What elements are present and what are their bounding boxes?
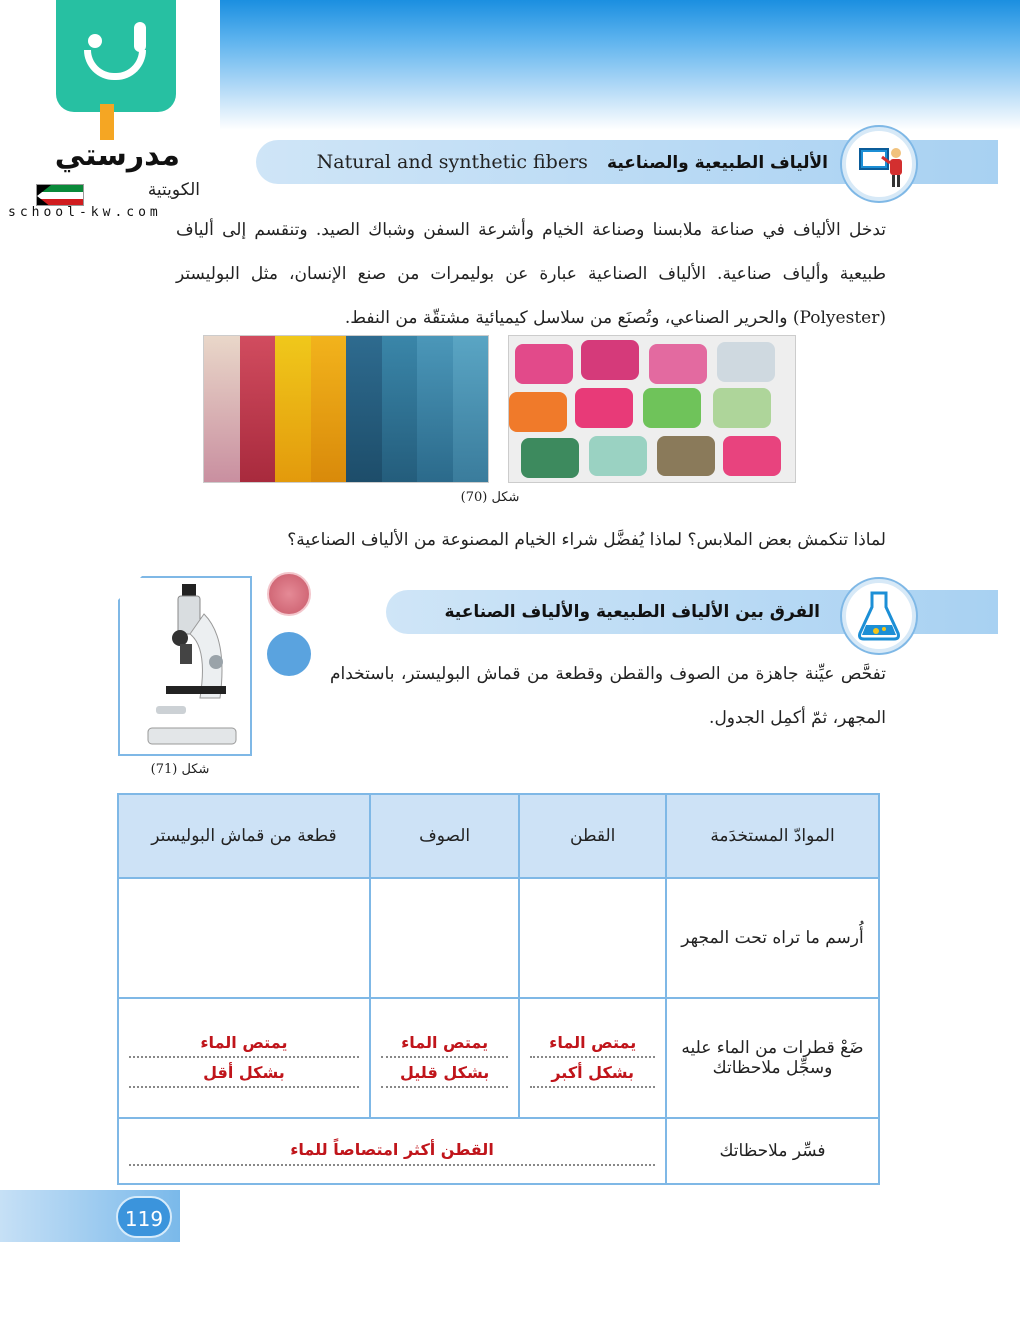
microscope-figure (118, 576, 252, 756)
section2-title: الفرق بين الألياف الطبيعية والألياف الصناعية (444, 602, 820, 622)
microscope-icon (120, 578, 250, 754)
header-band (220, 0, 1020, 130)
header-polyester: قطعة من قماش البوليستر (118, 794, 370, 878)
row-draw-label: أُرسم ما تراه تحت المجهر (666, 878, 879, 998)
obs-wool-line1: يمتص الماء (381, 1028, 509, 1058)
table-row-observe (118, 998, 879, 1118)
draw-cell-cotton[interactable] (519, 878, 666, 998)
logo-bookmark-icon (100, 104, 114, 140)
header-cotton: القطن (519, 794, 666, 878)
draw-cell-wool[interactable] (370, 878, 520, 998)
yarn-skeins-photo (203, 335, 489, 483)
figure-70-caption: شكل (70) (460, 490, 520, 505)
figure-71-caption: شكل (71) (150, 762, 210, 777)
obs-cell-polyester[interactable] (118, 998, 370, 1118)
logo-subtitle: الكويتية (147, 180, 200, 200)
logo-eye-icon (88, 34, 102, 48)
logo-eye-bar-icon (134, 22, 146, 52)
explain-answer: القطن أكثر امتصاصاً للماء (129, 1136, 655, 1166)
obs-polyester-line1: يمتص الماء (129, 1028, 359, 1058)
flask-icon (842, 579, 916, 653)
teacher-board-icon (842, 127, 916, 201)
obs-cell-wool[interactable] (370, 998, 520, 1118)
thread-spools-photo (508, 335, 796, 483)
obs-polyester-line2: بشكل أقل (129, 1058, 359, 1088)
row-explain-label: فسِّر ملاحظاتك (666, 1118, 879, 1184)
explain-cell[interactable] (118, 1118, 666, 1184)
obs-cell-cotton[interactable] (519, 998, 666, 1118)
obs-wool-line2: بشكل قليل (381, 1058, 509, 1088)
draw-cell-polyester[interactable] (118, 878, 370, 998)
table-row-draw (118, 878, 879, 998)
polyester-swatch (267, 632, 311, 676)
header-wool: الصوف (370, 794, 520, 878)
logo-title: مدرستي (54, 138, 180, 173)
row-observe-label: ضَعْ قطرات من الماء عليه وسجِّل ملاحظاتك (666, 998, 879, 1118)
instructions-paragraph: تفحَّص عيِّنة جاهزة من الصوف والقطن وقطعة من قماش البوليستر، باستخدام المجهر، ثمّ أكمِل الجدول. (330, 664, 886, 728)
header-materials: الموادّ المستخدَمة (666, 794, 879, 878)
section-title-ar: الألياف الطبيعية والصناعية (607, 153, 828, 173)
obs-cotton-line1: يمتص الماء (530, 1028, 655, 1058)
obs-cotton-line2: بشكل أكبر (530, 1058, 655, 1088)
question-text: لماذا تنكمش بعض الملابس؟ لماذا يُفضَّل شراء الخيام المصنوعة من الألياف الصناعية؟ (287, 530, 886, 550)
observation-table (117, 793, 880, 1185)
table-row-explain (118, 1118, 879, 1184)
intro-paragraph: تدخل الألياف في صناعة ملابسنا وصناعة الخيام وأشرعة السفن وشباك الصيد. وتنقسم إلى ألياف طبيعية وألياف صناعية. الألياف الصناعية عبارة عن بوليمرات من صنع الإنسان، مثل البوليستر (Polyester) والحرير الصناعي، وتُصنَع من سلاسل كيميائية مشتقّة من النفط. (176, 220, 886, 328)
page-number: 119 (116, 1196, 172, 1238)
logo-url: school-kw.com (8, 205, 162, 220)
table-header-row (118, 794, 879, 878)
wool-knit-swatch (267, 572, 311, 616)
section-title-en: Natural and synthetic fibers (316, 151, 588, 173)
